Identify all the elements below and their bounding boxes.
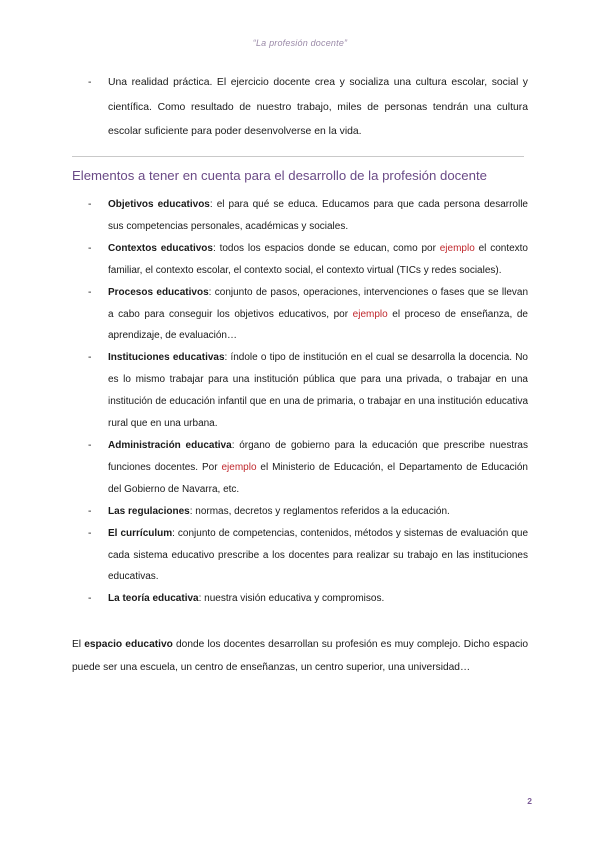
bullet-dash: - (88, 527, 92, 539)
closing-paragraph (72, 634, 528, 679)
bullet-dash: - (88, 199, 92, 210)
item-text-continued: el Ministerio de Educación, el Departamento de Educación del Gobierno de Navarra, etc. (108, 461, 528, 495)
list-item-regulaciones (88, 501, 528, 523)
list-item-curriculum (88, 523, 528, 589)
intro-item (88, 71, 528, 145)
list-item-instituciones (88, 347, 528, 435)
bullet-dash: - (88, 286, 92, 298)
list-item-procesos (88, 282, 528, 348)
item-term: El currículum (108, 527, 173, 539)
item-text: : el para qué se educa. Educamos para que cada persona desarrolle sus competencias personales, académicas y sociales. (108, 199, 528, 232)
closing-text-continued: donde los docentes desarrollan su profesión es muy complejo. Dicho espacio puede ser una escuela, un centro de enseñanzas, un centro superior, una universidad… (72, 639, 529, 673)
item-text-continued: el proceso de enseñanza, de aprendizaje, de evaluación… (108, 308, 528, 342)
list-item-teoria (88, 588, 528, 610)
item-text: : conjunto de competencias, contenidos, métodos y sistemas de evaluación que cada sistema educativo prescribe a los docentes para realizar su trabajo en las instituciones educativas. (108, 527, 529, 583)
page-number: 2 (527, 796, 532, 806)
closing-term: espacio educativo (84, 639, 173, 650)
item-term: Las regulaciones (108, 505, 190, 517)
list-item-administracion (88, 435, 528, 501)
section-divider (72, 156, 524, 157)
running-header: “La profesión docente” (252, 38, 348, 48)
item-text: : conjunto de pasos, operaciones, intervenciones o fases que se llevan a cabo para conseguir los objetivos educativos, por (108, 286, 528, 320)
bullet-dash: - (88, 242, 92, 254)
bullet-dash: - (88, 593, 92, 605)
bullet-dash: - (88, 352, 92, 364)
item-term: Procesos educativos (108, 286, 209, 298)
list-item-objetivos (88, 194, 528, 238)
bullet-dash: - (88, 77, 92, 88)
item-text-continued: el contexto familiar, el contexto escolar, el contexto social, el contexto virtual (TICs y redes sociales). (108, 242, 528, 276)
intro-list (88, 71, 528, 145)
intro-text: Una realidad práctica. El ejercicio docente crea y socializa una cultura escolar, social y científica. Como resultado de nuestro trabajo, miles de personas tendrán una cultura escolar suficiente para poder desenvolverse en la vida. (108, 77, 528, 137)
elements-list (88, 194, 528, 610)
example-highlight: ejemplo (221, 461, 257, 473)
closing-text: El (72, 639, 85, 650)
item-text: : índole o tipo de institución en el cual se desarrolla la docencia. No es lo mismo trabajar para una institución pública que para una privada, o trabajar en una institución de educación infantil que en una de primaria, o trabajar en una institución educativa rural que en una urbana. (108, 352, 528, 430)
item-term: Objetivos educativos (108, 199, 210, 210)
item-term: Administración educativa (108, 439, 232, 451)
item-text: : nuestra visión educativa y compromisos. (198, 593, 385, 605)
item-term: La teoría educativa (108, 593, 199, 605)
example-highlight: ejemplo (352, 308, 388, 320)
item-term: Contextos educativos (108, 242, 213, 254)
item-text: : todos los espacios donde se educan, como por (212, 242, 440, 254)
item-term: Instituciones educativas (108, 352, 225, 364)
bullet-dash: - (88, 439, 92, 451)
bullet-dash: - (88, 505, 92, 517)
example-highlight: ejemplo (439, 242, 475, 254)
section-title: Elementos a tener en cuenta para el desarrollo de la profesión docente (72, 168, 487, 183)
item-text: : órgano de gobierno para la educación que prescribe nuestras funciones docentes. Por (108, 439, 528, 473)
item-text: : normas, decretos y reglamentos referidos a la educación. (189, 505, 450, 517)
list-item-contextos (88, 238, 528, 282)
